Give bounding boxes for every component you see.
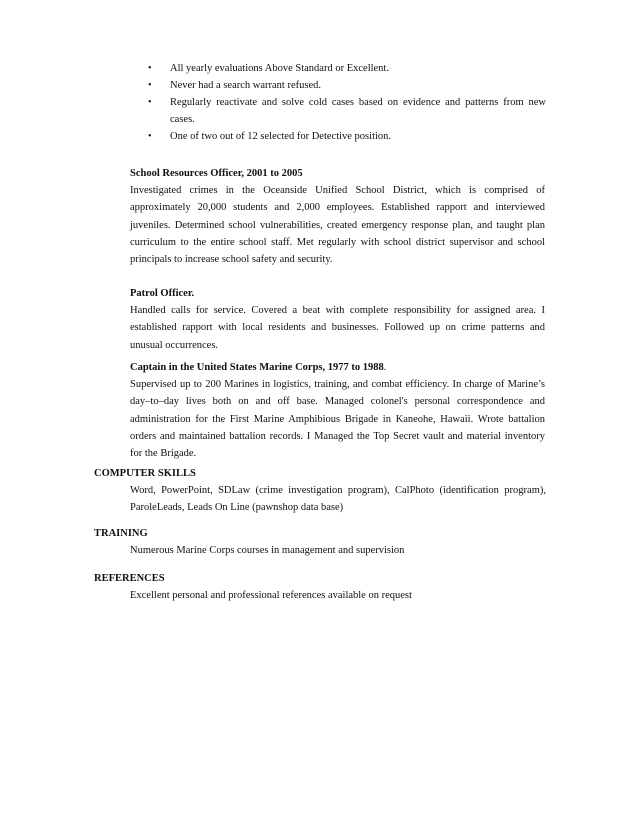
list-item [148, 77, 546, 94]
job-title: Patrol Officer. [130, 288, 195, 299]
achievement-text: Regularly reactivate and solve cold cases based on evidence and patterns from new cases. [170, 97, 546, 125]
job-description: Handled calls for service. Covered a beat with complete responsibility for assigned area. I established rapport with local residents and businesses. Followed up on crime patterns and unusual occurrences. [130, 305, 545, 351]
list-item [148, 128, 546, 145]
section-heading: REFERENCES [94, 573, 165, 584]
job-title [130, 359, 545, 376]
achievement-text: All yearly evaluations Above Standard or Excellent. [170, 63, 389, 74]
job-title-text: Captain in the United States Marine Corps, 1977 to 1988 [130, 362, 384, 373]
list-item [148, 94, 546, 128]
job-patrol-officer [130, 285, 545, 354]
job-title: School Resources Officer, 2001 to 2005 [130, 168, 303, 179]
references-section [94, 570, 546, 604]
list-item [148, 60, 546, 77]
section-content: Numerous Marine Corps courses in management and supervision [130, 545, 405, 556]
section-heading: COMPUTER SKILLS [94, 468, 196, 479]
job-description: Supervised up to 200 Marines in logistics, training, and combat efficiency. In charge of Marine’s day–to–day lives both on and off base. Managed colonel's personal correspondence and administration for the First Marine Amphibious Brigade in Kaneohe, Hawaii. Wrote battalion orders and maintained battalion records. I Managed the Top Secret vault and material inventory for the Brigade. [130, 379, 545, 460]
bullet-icon: • [148, 80, 152, 91]
computer-skills-section [94, 465, 546, 516]
job-school-resources-officer [130, 165, 545, 268]
bullet-icon: • [148, 63, 152, 74]
job-description: Investigated crimes in the Oceanside Unified School District, which is comprised of approximately 20,000 students and 2,000 employees. Established rapport and interviewed juveniles. Determined school vulnerabilities, created emergency response plan, and taught plan curriculum to the entire school staff. Met regularly with school district supervisor and school principals to increase school safety and security. [130, 185, 545, 266]
section-heading: TRAINING [94, 528, 148, 539]
training-section [94, 525, 546, 559]
achievement-text: Never had a search warrant refused. [170, 80, 321, 91]
achievements-list [148, 60, 546, 145]
section-content: Excellent personal and professional references available on request [130, 590, 412, 601]
bullet-icon: • [148, 131, 152, 142]
bullet-icon: • [148, 97, 152, 108]
job-marine-captain [130, 359, 545, 462]
job-title-period: . [383, 362, 387, 373]
section-content: Word, PowerPoint, SDLaw (crime investigation program), CalPhoto (identification program), ParoleLeads, Leads On Line (pawnshop data base) [130, 485, 546, 513]
achievement-text: One of two out of 12 selected for Detective position. [170, 131, 392, 142]
